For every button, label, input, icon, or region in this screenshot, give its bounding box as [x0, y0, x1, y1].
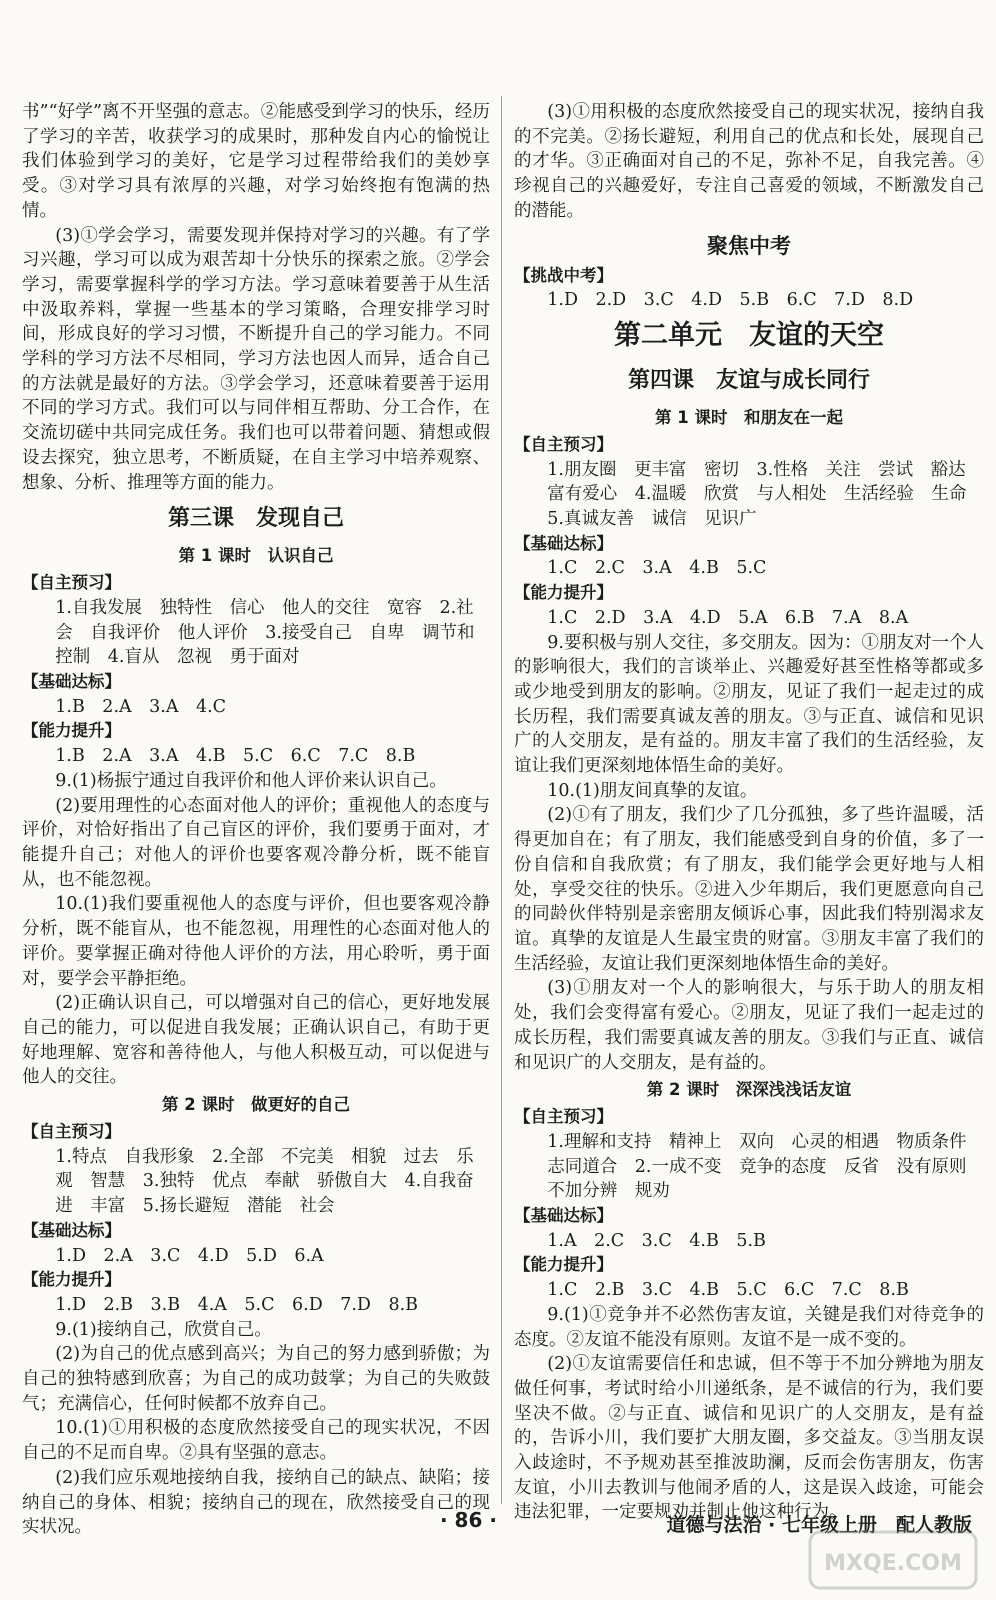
answer-text: 1.C 2.B 3.C 4.B 5.C 6.C 7.C 8.B	[547, 1280, 909, 1301]
lesson-heading: 第四课 友谊与成长同行	[627, 367, 870, 393]
paragraph: 10.(1)①用积极的态度欣然接受自己的现实状况，不因自己的不足而自卑。②具有坚强的意志。	[22, 1418, 490, 1464]
watermark-logo	[808, 1530, 978, 1590]
answer-text: 1.理解和支持 精神上 双向 心灵的相遇 物质条件 志同道合 2.一成不变 竞争的态度 反省 没有原则 不加分辨 规劝	[547, 1131, 984, 1202]
paragraph: 10.(1)我们要重视他人的态度与评价，但也要客观冷静分析，既不能盲从，也不能忽视，用理性的心态面对他人的评价。要掌握正确对待他人评价的方法，用心聆听，勇于面对，要学会平静拒绝。	[22, 894, 490, 989]
section-tag: 【自主预习】	[22, 1122, 121, 1142]
page-number: · 86 ·	[440, 1508, 497, 1532]
paragraph: (2)要用理性的心态面对他人的评价；重视他人的态度与评价，对恰好指出了自己盲区的评价，我们要勇于面对，才能提升自己；对他人的评价也要客观冷静分析，既不能盲从，也不能忽视。	[22, 795, 490, 890]
paragraph: (2)①友谊需要信任和忠诚，但不等于不加分辨地为朋友做任何事，考试时给小川递纸条，是不诚信的行为，我们要坚决不做。②与正直、诚信和见识广的人交朋友，是有益的，告诉小川，我们要扩大朋友圈，多交益友。③当朋友误入歧途时，不予规劝甚至推波助澜，反而会伤害朋友，伤害友谊，小川去教训与他闹矛盾的人，这是误入歧途，可能会违法犯罪，一定要规劝并制止他这种行为。	[514, 1354, 984, 1523]
paragraph: 9.(1)接纳自己，欣赏自己。	[55, 1319, 272, 1340]
paragraph: (3)①学会学习，需要发现并保持对学习的兴趣。有了学习兴趣，学习可以成为艰苦却十分快乐的探索之旅。②学会学习，需要掌握科学的学习方法。学习意味着要善于从生活中汲取养料，掌握一些基本的学习策略，合理安排学习时间，形成良好的学习习惯，不断提升自己的学习能力。不同学科的学习方法不尽相同，学习方法也因人而异，适合自己的方法就是最好的方法。③学会学习，还意味着要善于运用不同的学习方式。我们可以与同伴相互帮助、分工合作，在交流切磋中共同完成任务。我们也可以带着问题、猜想或假设去探究，独立思考，不断质疑，在自主学习中培养观察、想象、分析、推理等方面的能力。	[22, 225, 490, 493]
period-heading: 第 1 课时 认识自己	[178, 546, 334, 566]
left-column	[22, 100, 490, 1540]
section-tag: 【能力提升】	[514, 583, 613, 603]
right-column	[514, 100, 984, 1525]
section-tag: 【基础达标】	[22, 1220, 121, 1240]
paragraph: (2)为自己的优点感到高兴；为自己的努力感到骄傲；为自己的独特感到欣喜；为自己的成功鼓掌；为自己的失败鼓气；充满信心，任何时候都不放弃自己。	[22, 1344, 490, 1414]
lesson-heading: 第三课 发现自己	[167, 506, 344, 532]
paragraph: 书”“好学”离不开坚强的意志。②能感受到学习的快乐，经历了学习的辛苦，收获学习的成果时，那种发自内心的愉悦让我们体验到学习的美好，它是学习过程带给我们的美妙享受。③对学习具有浓厚的兴趣，对学习始终抱有饱满的热情。	[22, 102, 490, 221]
watermark-text: MXQE.COM	[824, 1551, 962, 1576]
book-title: 道德与法治 · 七年级上册 配人教版	[666, 1514, 972, 1536]
section-tag: 【基础达标】	[514, 533, 613, 553]
unit-heading: 第二单元 友谊的天空	[614, 319, 884, 351]
section-tag: 【能力提升】	[22, 721, 121, 741]
paragraph: 10.(1)朋友间真挚的友谊。	[547, 780, 758, 801]
paragraph: (2)正确认识自己，可以增强对自己的信心，更好地发展自己的能力，可以促进自我发展；正确认识自己，有助于更好地理解、宽容和善待他人，与他人积极互动，可以促进与他人的交往。	[22, 993, 490, 1088]
section-tag: 【基础达标】	[22, 672, 121, 692]
period-heading: 第 2 课时 深深浅浅话友谊	[646, 1080, 852, 1100]
section-tag: 【自主预习】	[514, 1107, 613, 1127]
section-tag: 【自主预习】	[22, 573, 121, 593]
answer-text: 1.D 2.D 3.C 4.D 5.B 6.C 7.D 8.D	[547, 290, 914, 311]
section-heading: 聚焦中考	[707, 233, 791, 258]
paragraph: 9.(1)①竞争并不必然伤害友谊，关键是我们对待竞争的态度。②友谊不能没有原则。友谊不是一成不变的。	[514, 1304, 984, 1350]
paragraph: (3)①用积极的态度欣然接受自己的现实状况，接纳自我的不完美。②扬长避短，利用自己的优点和长处，展现自己的才华。③正确面对自己的不足，弥补不足，自我完善。④珍视自己的兴趣爱好，专注自己喜爱的领域，不断激发自己的潜能。	[514, 102, 984, 221]
answer-text: 1.特点 自我形象 2.全部 不完美 相貌 过去 乐观 智慧 3.独特 优点 奉献 骄傲自大 4.自我奋进 丰富 5.扬长避短 潜能 社会	[55, 1146, 474, 1217]
answer-text: 1.C 2.C 3.A 4.B 5.C	[547, 558, 767, 579]
answer-text: 1.B 2.A 3.A 4.C	[55, 696, 227, 717]
paragraph: 9.要积极与别人交往，多交朋友。因为：①朋友对一个人的影响很大，我们的言谈举止、兴趣爱好甚至性格等都或多或少地受到朋友的影响。②朋友，见证了我们一起走过的成长历程，我们需要真诚友善的朋友。③与正直、诚信和见识广的人交朋友，是有益的。朋友丰富了我们的生活经验，友谊让我们更深刻地体悟生命的美好。	[514, 632, 984, 777]
answer-text: 1.朋友圈 更丰富 密切 3.性格 关注 尝试 豁达 富有爱心 4.温暖 欣赏 与人相处 生活经验 生命 5.真诚友善 诚信 见识广	[547, 459, 984, 530]
answer-text: 1.D 2.A 3.C 4.D 5.D 6.A	[55, 1245, 324, 1266]
answer-text: 1.B 2.A 3.A 4.B 5.C 6.C 7.C 8.B	[55, 746, 416, 767]
section-tag: 【能力提升】	[514, 1255, 613, 1275]
answer-text: 1.A 2.C 3.C 4.B 5.B	[547, 1230, 766, 1251]
period-heading: 第 1 课时 和朋友在一起	[655, 407, 843, 427]
section-tag: 【能力提升】	[22, 1270, 121, 1290]
section-tag: 【挑战中考】	[514, 265, 613, 285]
period-heading: 第 2 课时 做更好的自己	[162, 1095, 350, 1115]
paragraph: (3)①朋友对一个人的影响很大，与乐于助人的朋友相处，我们会变得富有爱心。②朋友，见证了我们一起走过的成长历程，我们需要真诚友善的朋友。③我们与正直、诚信和见识广的人交朋友，是有益的。	[514, 978, 984, 1073]
answer-text: 1.C 2.D 3.A 4.D 5.A 6.B 7.A 8.A	[547, 607, 909, 628]
paragraph: (2)①有了朋友，我们少了几分孤独，多了些许温暖，活得更加自在；有了朋友，我们能感受到自身的价值，多了一份自信和自我欣赏；有了朋友，我们能学会更好地与人相处，享受交往的快乐。②进入少年期后，我们更愿意向自己的同龄伙伴特别是亲密朋友倾诉心事，因此我们特别渴求友谊。真挚的友谊是人生最宝贵的财富。③朋友丰富了我们的生活经验，友谊让我们更深刻地体悟生命的美好。	[514, 805, 984, 974]
paragraph: 9.(1)杨振宁通过自我评价和他人评价来认识自己。	[55, 770, 447, 791]
section-tag: 【自主预习】	[514, 434, 613, 454]
answer-text: 1.自我发展 独特性 信心 他人的交往 宽容 2.社会 自我评价 他人评价 3.接受自己 自卑 调节和控制 4.盲从 忽视 勇于面对	[55, 597, 475, 668]
section-tag: 【基础达标】	[514, 1206, 613, 1226]
column-divider	[501, 96, 502, 1504]
answer-text: 1.D 2.B 3.B 4.A 5.C 6.D 7.D 8.B	[55, 1294, 419, 1315]
paragraph: (2)我们应乐观地接纳自我，接纳自己的缺点、缺陷；接纳自己的身体、相貌；接纳自己的现在，欣然接受自己的现实状况。	[22, 1467, 490, 1538]
